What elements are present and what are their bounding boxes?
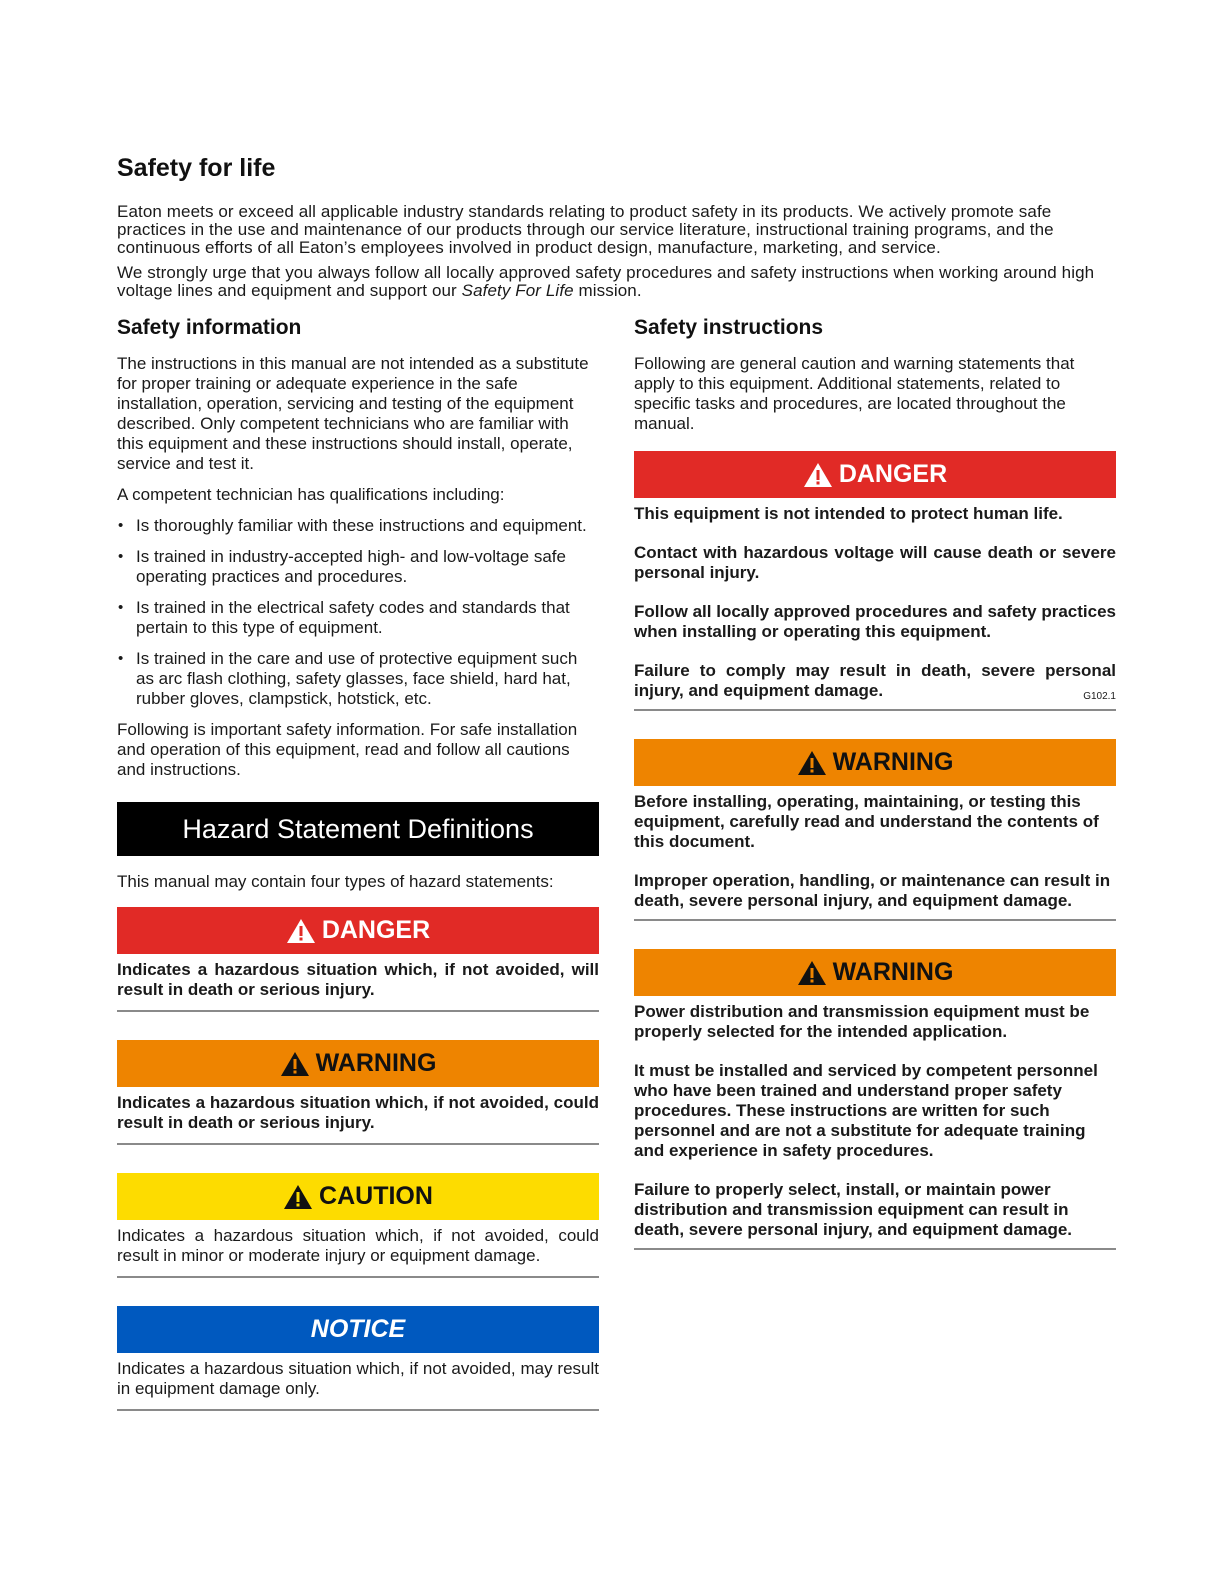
danger-statement — [634, 451, 1116, 711]
danger-paragraph-2: Contact with hazardous voltage will cause death or severe personal injury. — [634, 543, 1116, 582]
intro-p2-end: mission. — [573, 281, 642, 300]
intro-p2-text: We strongly urge that you always follow all locally approved safety procedures and safety instructions when working around high voltage lines and equipment and support our — [117, 263, 1095, 300]
safety-information-heading: Safety information — [117, 316, 302, 339]
list-item — [117, 547, 599, 587]
danger-label: DANGER — [838, 460, 948, 488]
list-item-text: Is trained in the care and use of protective equipment such as arc flash clothing, safety glasses, face shield, hard hat, rubber gloves, clampstick, hotstick, etc. — [136, 649, 578, 708]
notice-definition — [117, 1306, 599, 1411]
safety-instructions-intro: Following are general caution and warning statements that apply to this equipment. Additional statements, related to specific tasks and procedures, are located throughout the manual. — [634, 354, 1075, 433]
list-item — [117, 598, 599, 638]
page — [117, 154, 1117, 1398]
warning-triangle-icon — [280, 1051, 310, 1077]
intro-paragraph-2 — [117, 264, 1117, 300]
notice-label: NOTICE — [310, 1315, 406, 1343]
danger-paragraph-3: Follow all locally approved procedures and safety practices when installing or operating this equipment. — [634, 602, 1116, 641]
intro-section — [117, 203, 1117, 300]
document-code: G102.1 — [1083, 691, 1116, 702]
warning-definition-text: Indicates a hazardous situation which, if not avoided, could result in death or serious injury. — [117, 1093, 599, 1132]
right-column — [634, 316, 1116, 1278]
safety-instructions-heading: Safety instructions — [634, 316, 824, 339]
caution-definition — [117, 1173, 599, 1278]
intro-paragraph-1: Eaton meets or exceed all applicable industry standards relating to product safety in its products. We actively promote safe practices in the use and maintenance of our products through our service literature, instructional training programs, and the continuous efforts of all Eaton’s employees involved in product design, manufacture, marketing, and service. — [117, 202, 1054, 257]
page-title: Safety for life — [117, 154, 276, 182]
safety-information-paragraph-2: A competent technician has qualifications including: — [117, 485, 505, 504]
bullet-icon: • — [118, 599, 124, 616]
warning-label-bar — [634, 739, 1116, 786]
warning-statement-1 — [634, 739, 1116, 921]
list-item-text: Is trained in the electrical safety codes and standards that pertain to this type of equipment. — [136, 598, 570, 637]
warning-statement-2 — [634, 949, 1116, 1250]
warning-triangle-icon — [286, 918, 316, 944]
warning-label: WARNING — [315, 1049, 437, 1077]
danger-label-bar — [117, 907, 599, 954]
danger-paragraph-4-text: Failure to comply may result in death, severe personal injury, and equipment damage. — [634, 661, 1116, 700]
warning-triangle-icon — [803, 462, 833, 488]
bullet-icon: • — [118, 517, 124, 534]
hazard-definitions-banner: Hazard Statement Definitions — [117, 802, 599, 856]
safety-information-paragraph-3: Following is important safety information. For safe installation and operation of this equipment, read and follow all cautions and instructions. — [117, 720, 578, 779]
notice-definition-text: Indicates a hazardous situation which, if not avoided, may result in equipment damage only. — [117, 1359, 599, 1398]
caution-definition-text: Indicates a hazardous situation which, if not avoided, could result in minor or moderate injury or equipment damage. — [117, 1226, 599, 1265]
list-item — [117, 649, 599, 709]
danger-definition — [117, 907, 599, 1012]
danger-definition-text: Indicates a hazardous situation which, if not avoided, will result in death or serious injury. — [117, 960, 599, 999]
warning-triangle-icon — [283, 1184, 313, 1210]
danger-label: DANGER — [321, 916, 431, 944]
notice-label-bar — [117, 1306, 599, 1353]
list-item-text: Is thoroughly familiar with these instructions and equipment. — [136, 516, 587, 535]
caution-label-bar — [117, 1173, 599, 1220]
danger-label-bar — [634, 451, 1116, 498]
warning1-paragraph-2: Improper operation, handling, or maintenance can result in death, severe personal injury, and equipment damage. — [634, 871, 1111, 910]
hazard-definitions-intro: This manual may contain four types of hazard statements: — [117, 872, 554, 891]
danger-paragraph-1: This equipment is not intended to protect human life. — [634, 504, 1063, 523]
danger-paragraph-4 — [634, 661, 1116, 701]
intro-p2-italic: Safety For Life — [461, 281, 574, 300]
bullet-icon: • — [118, 548, 124, 565]
qualifications-list — [117, 516, 599, 709]
safety-information-paragraph-1: The instructions in this manual are not intended as a substitute for proper training or adequate experience in the safe installation, operation, servicing and testing of the equipment described. Only competent technicians who are familiar with this equipment and these instructions should install, operate, service and test it. — [117, 354, 589, 473]
warning2-paragraph-3: Failure to properly select, install, or maintain power distribution and transmission equipment can result in death, severe personal injury, and equipment damage. — [634, 1180, 1073, 1239]
warning-triangle-icon — [797, 960, 827, 986]
list-item — [117, 516, 599, 536]
warning2-paragraph-2: It must be installed and serviced by competent personnel who have been trained and understand proper safety procedures. These instructions are written for such personnel and are not a substitute for adequate training and experience in safety procedures. — [634, 1061, 1098, 1160]
warning-label-bar — [634, 949, 1116, 996]
warning2-paragraph-1: Power distribution and transmission equipment must be properly selected for the intended application. — [634, 1002, 1090, 1041]
list-item-text: Is trained in industry-accepted high- and low-voltage safe operating practices and procedures. — [136, 547, 566, 586]
warning-label: WARNING — [832, 958, 954, 986]
left-column — [117, 316, 599, 1439]
warning-label-bar — [117, 1040, 599, 1087]
bullet-icon: • — [118, 650, 124, 667]
warning-definition — [117, 1040, 599, 1145]
warning-label: WARNING — [832, 748, 954, 776]
warning1-paragraph-1: Before installing, operating, maintaining, or testing this equipment, carefully read and understand the contents of this document. — [634, 792, 1099, 851]
warning-triangle-icon — [797, 750, 827, 776]
caution-label: CAUTION — [319, 1182, 433, 1210]
